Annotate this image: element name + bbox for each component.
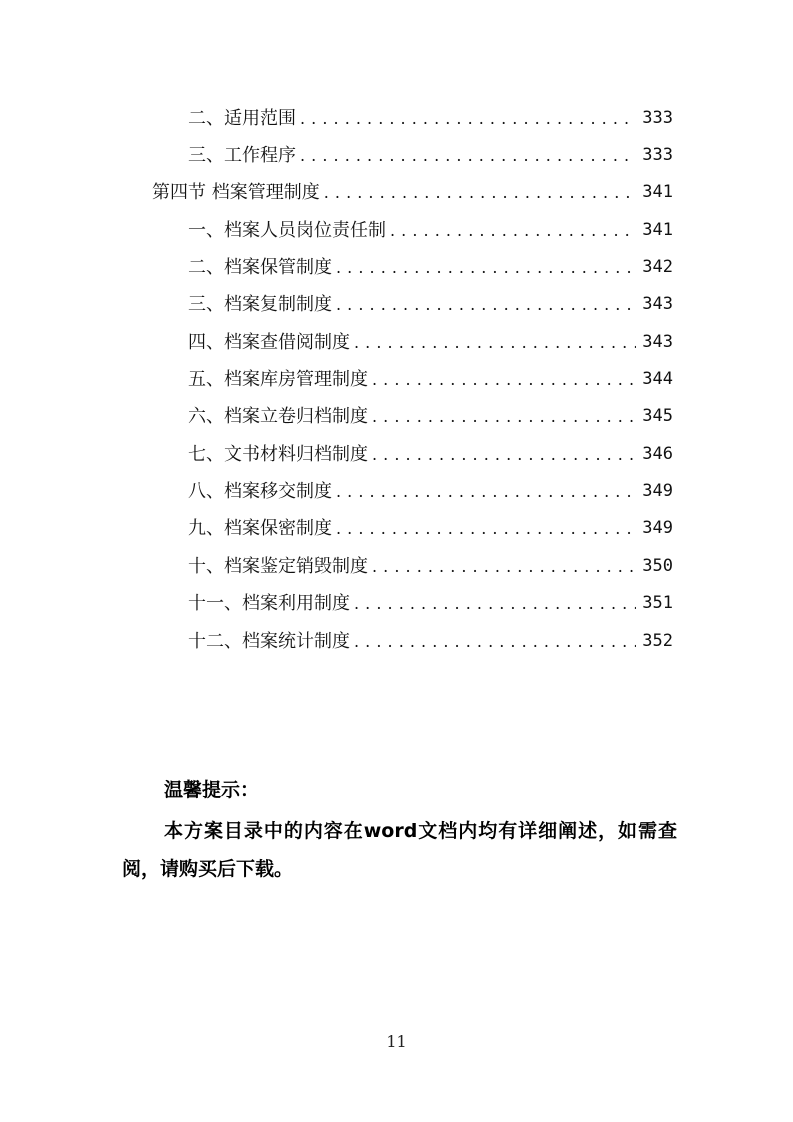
toc-entry-title: 八、档案移交制度 bbox=[188, 481, 332, 502]
toc-entry[interactable] bbox=[188, 137, 673, 174]
toc-dot-leader bbox=[372, 548, 636, 585]
toc-entry[interactable] bbox=[188, 510, 673, 547]
toc-dot-leader bbox=[354, 324, 636, 361]
toc-dot-leader bbox=[372, 361, 636, 398]
toc-entry-title: 三、工作程序 bbox=[188, 145, 296, 166]
toc-entry-title: 二、适用范围 bbox=[188, 108, 296, 129]
toc-dot-leader bbox=[390, 212, 636, 249]
toc-entry[interactable] bbox=[188, 212, 673, 249]
toc-entry-page: 342 bbox=[642, 257, 673, 277]
toc-dot-leader bbox=[336, 510, 636, 547]
toc-dot-leader bbox=[372, 398, 636, 435]
toc-entry-page: 344 bbox=[642, 369, 673, 389]
toc-entry-title: 三、档案复制制度 bbox=[188, 294, 332, 315]
toc-entry-title: 十、档案鉴定销毁制度 bbox=[188, 556, 368, 577]
toc-entry-title: 九、档案保密制度 bbox=[188, 518, 332, 539]
toc-dot-leader bbox=[300, 100, 636, 137]
toc-dot-leader bbox=[354, 585, 636, 622]
toc-dot-leader bbox=[372, 436, 636, 473]
toc-entry-page: 343 bbox=[642, 294, 673, 314]
notice-block bbox=[122, 773, 677, 888]
toc-entry-title: 六、档案立卷归档制度 bbox=[188, 406, 368, 427]
toc-entry-title: 四、档案查借阅制度 bbox=[188, 332, 350, 353]
toc-entry[interactable] bbox=[188, 436, 673, 473]
page-number: 11 bbox=[386, 1032, 407, 1051]
toc-entry-page: 341 bbox=[642, 182, 673, 202]
toc-entry[interactable] bbox=[188, 548, 673, 585]
toc-entry-title: 十一、档案利用制度 bbox=[188, 593, 350, 614]
toc-entry[interactable] bbox=[188, 249, 673, 286]
toc-entry-title: 五、档案库房管理制度 bbox=[188, 369, 368, 390]
toc-entry-page: 345 bbox=[642, 406, 673, 426]
toc-entry[interactable] bbox=[152, 174, 673, 211]
toc-entry-title: 二、档案保管制度 bbox=[188, 257, 332, 278]
notice-heading: 温馨提示： bbox=[164, 779, 260, 801]
toc-entry[interactable] bbox=[188, 623, 673, 660]
toc-entry[interactable] bbox=[188, 286, 673, 323]
toc-entry-page: 349 bbox=[642, 481, 673, 501]
toc-entry[interactable] bbox=[188, 324, 673, 361]
toc-entry-page: 343 bbox=[642, 332, 673, 352]
toc-entry[interactable] bbox=[188, 361, 673, 398]
toc-dot-leader bbox=[336, 473, 636, 510]
toc-entry-page: 349 bbox=[642, 518, 673, 538]
toc-dot-leader bbox=[354, 623, 636, 660]
toc-entry[interactable] bbox=[188, 585, 673, 622]
toc-entry-title: 一、档案人员岗位责任制 bbox=[188, 220, 386, 241]
toc-dot-leader bbox=[324, 174, 637, 211]
toc-entry-page: 341 bbox=[642, 220, 673, 240]
toc-dot-leader bbox=[300, 137, 636, 174]
toc-entry-page: 333 bbox=[642, 145, 673, 165]
toc-entry-page: 333 bbox=[642, 108, 673, 128]
toc-entry[interactable] bbox=[188, 100, 673, 137]
toc-entry[interactable] bbox=[188, 398, 673, 435]
toc-entry-title: 七、文书材料归档制度 bbox=[188, 444, 368, 465]
toc-entry-page: 346 bbox=[642, 444, 673, 464]
toc-entry-page: 350 bbox=[642, 556, 673, 576]
toc-dot-leader bbox=[336, 286, 636, 323]
toc-dot-leader bbox=[336, 249, 636, 286]
toc-entry-page: 352 bbox=[642, 631, 673, 651]
toc-entry[interactable] bbox=[188, 473, 673, 510]
notice-body: 本方案目录中的内容在word文档内均有详细阐述，如需查阅，请购买后下载。 bbox=[122, 820, 677, 880]
toc-entry-title: 十二、档案统计制度 bbox=[188, 631, 350, 652]
toc-entry-page: 351 bbox=[642, 593, 673, 613]
toc-entry-title: 第四节 档案管理制度 bbox=[152, 182, 320, 203]
